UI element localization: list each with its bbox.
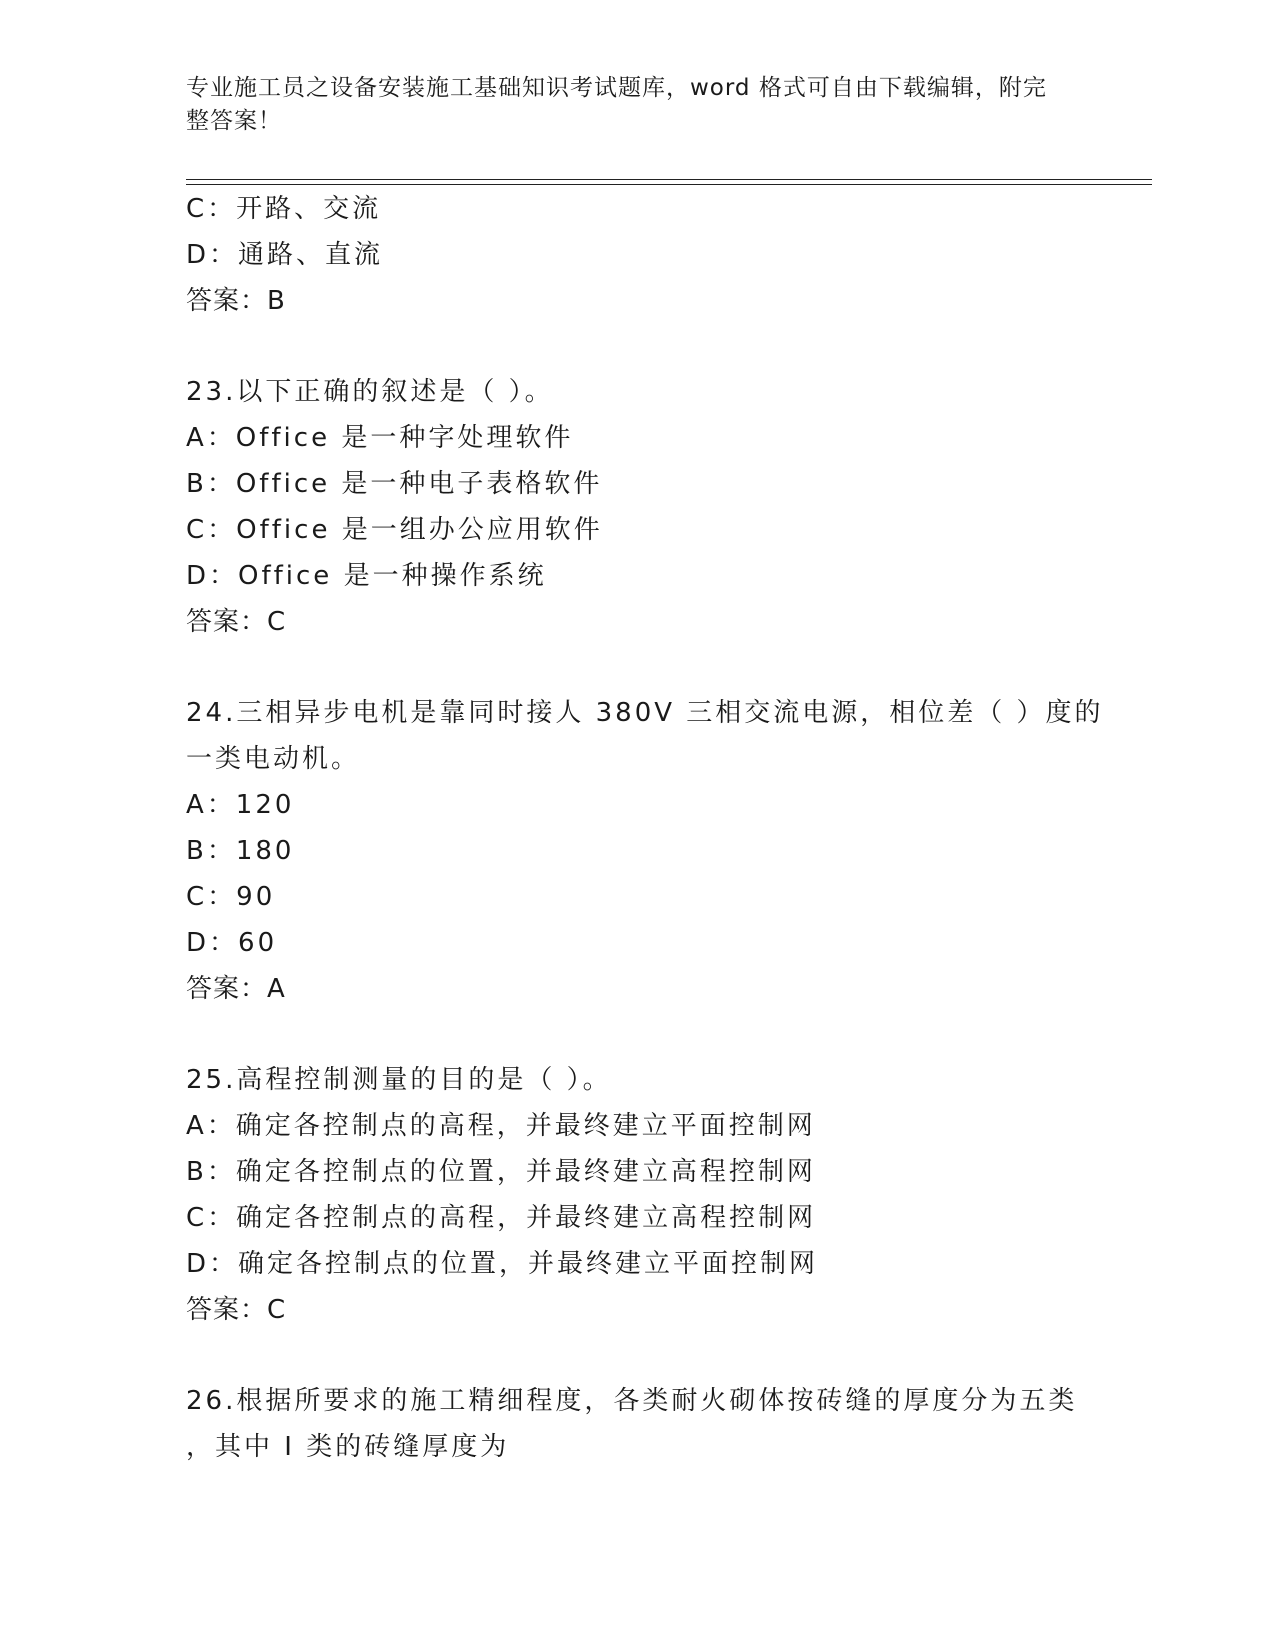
header-divider-top [186,179,1152,180]
option-a: A：Office 是一种字处理软件 [186,423,574,453]
question-stem: 25.高程控制测量的目的是（ ）。 [186,1065,612,1095]
header-line-1: 专业施工员之设备安装施工基础知识考试题库，word 格式可自由下载编辑，附完 [186,75,1047,101]
answer: 答案：A [186,974,286,1004]
header-divider-bottom [186,184,1152,185]
question-list [186,186,1104,1470]
option-c: C：开路、交流 [186,194,382,224]
option-a: A：确定各控制点的高程，并最终建立平面控制网 [186,1111,816,1141]
header-line-2: 整答案！ [186,108,282,134]
option-b: B：确定各控制点的位置，并最终建立高程控制网 [186,1157,816,1187]
question-25 [186,1057,1086,1333]
question-stem: 23.以下正确的叙述是（ ）。 [186,377,554,407]
answer: 答案：C [186,1295,287,1325]
question-stem-continued: ，其中 I 类的砖缝厚度为 [186,1432,510,1462]
question-stem: 26.根据所要求的施工精细程度，各类耐火砌体按砖缝的厚度分为五类 [186,1386,1078,1416]
option-b: B：180 [186,836,295,866]
option-c: C：确定各控制点的高程，并最终建立高程控制网 [186,1203,817,1233]
answer: 答案：B [186,286,286,316]
question-stem: 24.三相异步电机是靠同时接人 380V 三相交流电源，相位差（ ）度的 [186,698,1104,728]
question-22-tail [186,186,1086,324]
answer: 答案：C [186,607,287,637]
option-c: C：90 [186,882,276,912]
option-d: D：通路、直流 [186,240,384,270]
question-26 [186,1378,1086,1470]
option-a: A：120 [186,790,295,820]
document-header [186,72,1066,138]
question-stem-continued: 一类电动机。 [186,744,361,774]
question-23 [186,369,1086,645]
option-d: D：确定各控制点的位置，并最终建立平面控制网 [186,1249,819,1279]
option-d: D：Office 是一种操作系统 [186,561,547,591]
option-d: D：60 [186,928,278,958]
option-c: C：Office 是一组办公应用软件 [186,515,603,545]
option-b: B：Office 是一种电子表格软件 [186,469,603,499]
question-24 [186,690,1104,1012]
